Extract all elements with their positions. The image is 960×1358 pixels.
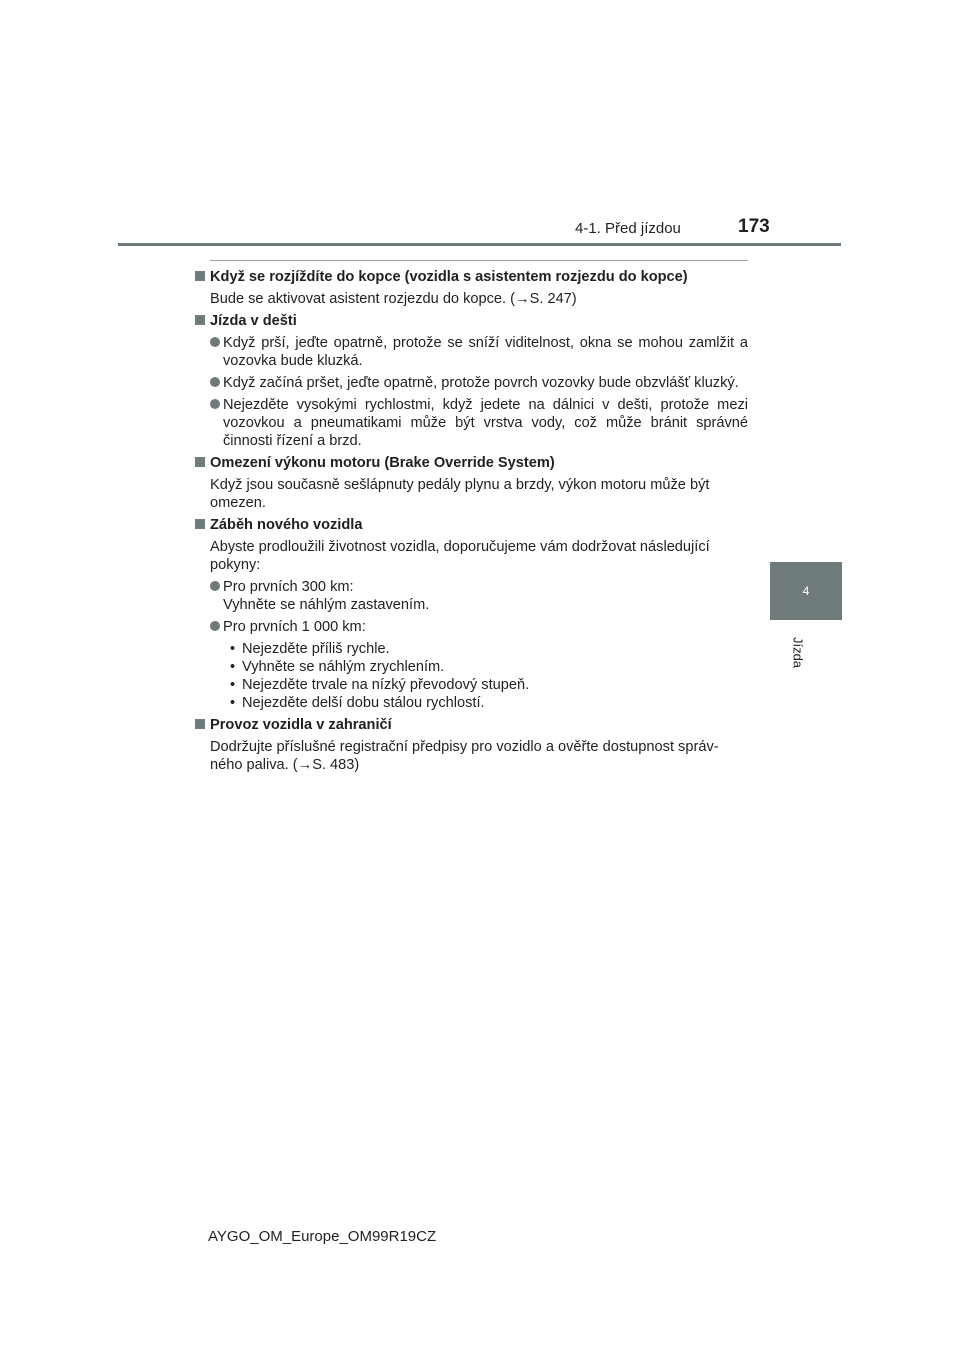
section-heading: Jízda v dešti bbox=[193, 312, 748, 330]
square-bullet-icon bbox=[195, 457, 205, 467]
square-bullet-icon bbox=[195, 719, 205, 729]
footer-document-code: AYGO_OM_Europe_OM99R19CZ bbox=[208, 1228, 437, 1245]
circle-bullet-icon bbox=[210, 337, 220, 347]
list-item: Pro prvních 300 km: Vyhněte se náhlým zastavením. bbox=[210, 578, 748, 614]
section-heading: Když se rozjíždíte do kopce (vozidla s asistentem rozjezdu do kopce) bbox=[193, 268, 748, 286]
header-rule bbox=[118, 243, 841, 246]
header-section-title: 4-1. Před jízdou bbox=[575, 220, 681, 237]
list-item: Pro prvních 1 000 km: bbox=[210, 618, 748, 636]
section-heading: Omezení výkonu motoru (Brake Override System) bbox=[193, 454, 748, 472]
section-text: Bude se aktivovat asistent rozjezdu do kopce. (→S. 247) bbox=[210, 291, 577, 307]
circle-bullet-icon bbox=[210, 581, 220, 591]
chapter-tab bbox=[770, 562, 842, 620]
section-heading: Záběh nového vozidla bbox=[193, 516, 748, 534]
section-text: Když jsou současně sešlápnuty pedály plynu a brzdy, výkon motoru může být omezen. bbox=[210, 477, 710, 511]
square-bullet-icon bbox=[195, 519, 205, 529]
sub-list-item: • Nejezděte trvale na nízký převodový stupeň. bbox=[230, 677, 530, 693]
sub-list-item: • Nejezděte delší dobu stálou rychlostí. bbox=[230, 695, 485, 711]
content-top-rule bbox=[210, 260, 748, 261]
list-item: Nejezděte vysokými rychlostmi, když jedete na dálnici v dešti, protože mezi vozovkou a pneumatikami může být vrstva vody, což může bránit správné činnosti řízení a brzd. bbox=[210, 396, 748, 450]
section-text: Dodržujte příslušné registrační předpisy pro vozidlo a ověřte dostupnost správ-ného paliva. (→S. 483) bbox=[210, 739, 719, 773]
sub-list bbox=[210, 640, 748, 712]
sub-list-item: • Nejezděte příliš rychle. bbox=[230, 641, 390, 657]
list-item: Když prší, jeďte opatrně, protože se sníží viditelnost, okna se mohou zamlžit a vozovka bude kluzká. bbox=[210, 334, 748, 370]
section-text: Abyste prodloužili životnost vozidla, doporučujeme vám dodržovat následující pokyny: bbox=[210, 539, 710, 573]
circle-bullet-icon bbox=[210, 621, 220, 631]
square-bullet-icon bbox=[195, 315, 205, 325]
page-number: 173 bbox=[738, 216, 770, 237]
list-item: Když začíná pršet, jeďte opatrně, protože povrch vozovky bude obzvlášť kluzký. bbox=[210, 374, 748, 392]
chapter-label-text: Jízda bbox=[790, 636, 806, 669]
section-heading: Provoz vozidla v zahraničí bbox=[193, 716, 748, 734]
page-content bbox=[210, 260, 748, 774]
circle-bullet-icon bbox=[210, 399, 220, 409]
chapter-number: 4 bbox=[802, 584, 810, 598]
chapter-label bbox=[790, 630, 806, 676]
circle-bullet-icon bbox=[210, 377, 220, 387]
sub-list-item: • Vyhněte se náhlým zrychlením. bbox=[230, 659, 445, 675]
square-bullet-icon bbox=[195, 271, 205, 281]
